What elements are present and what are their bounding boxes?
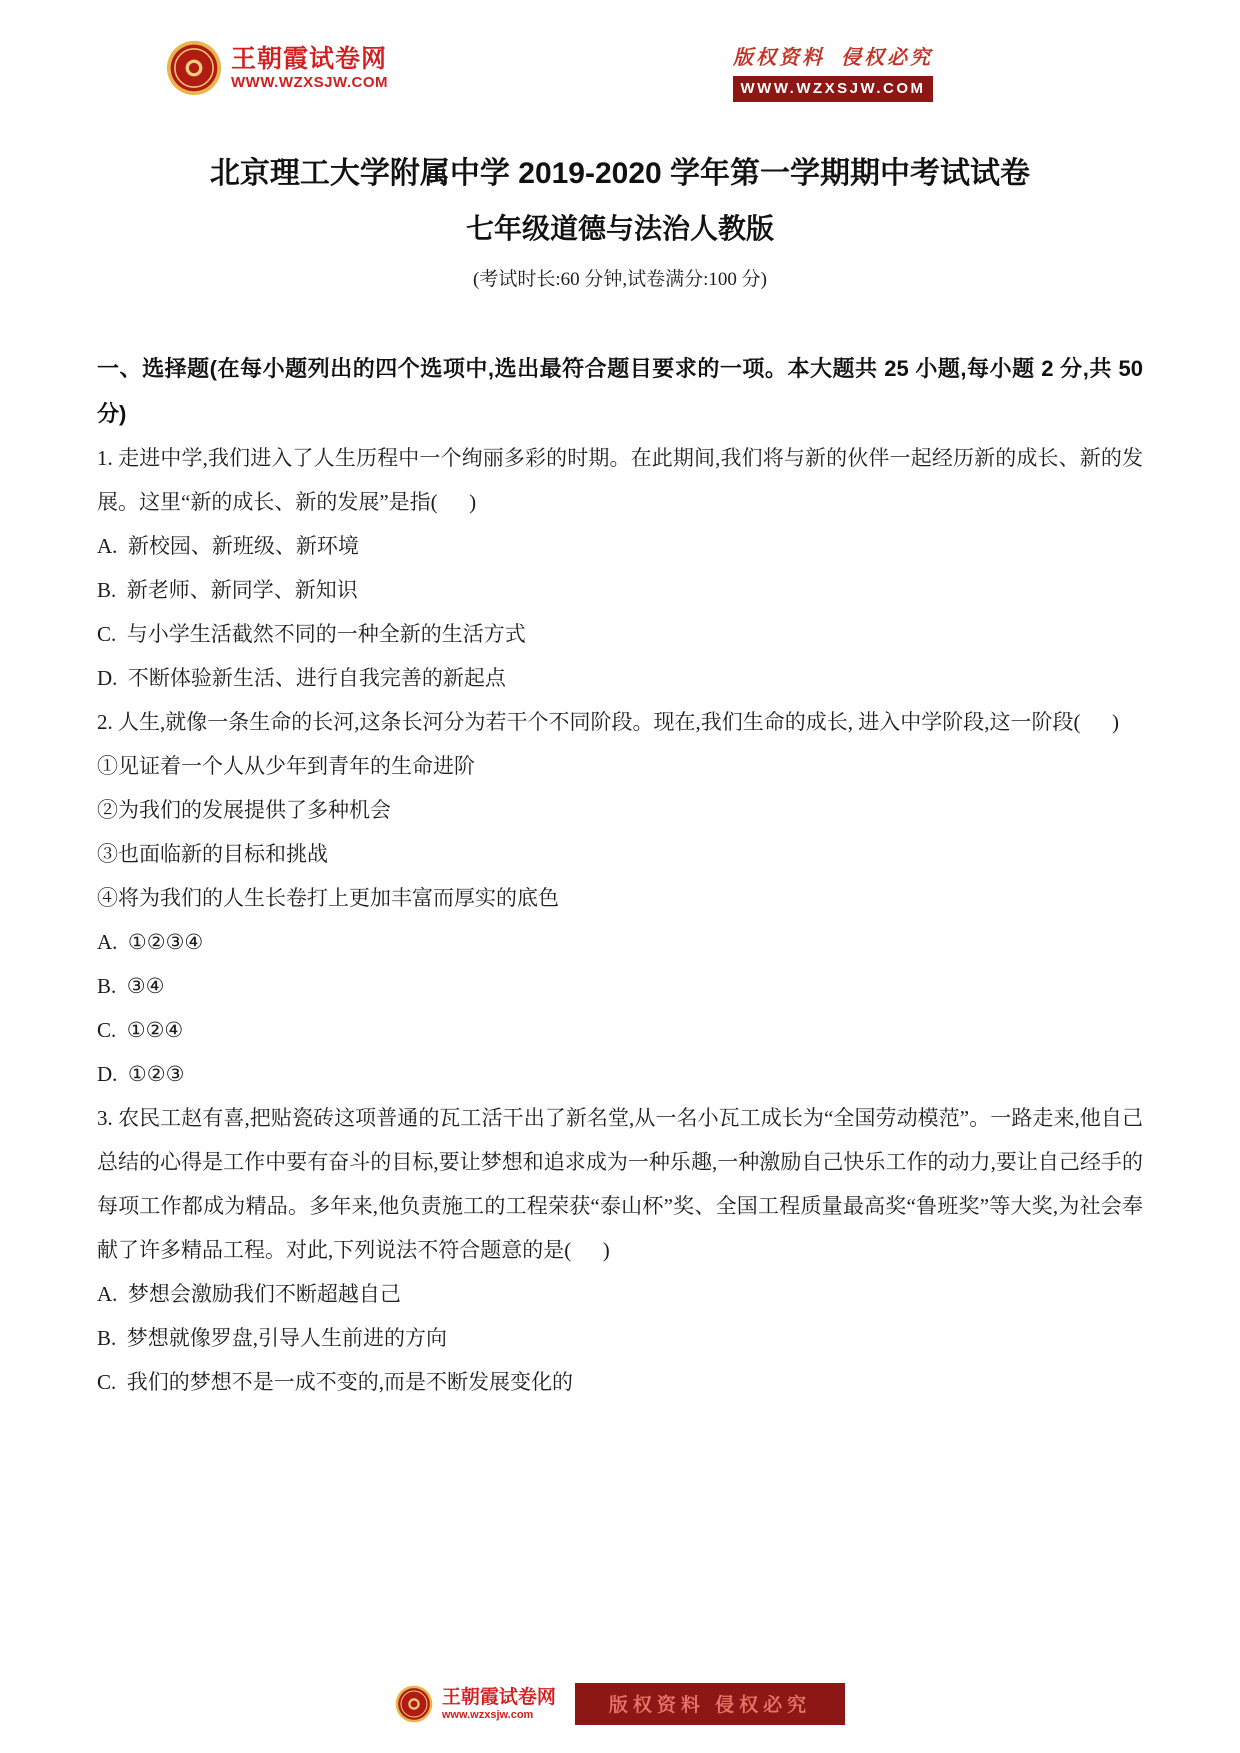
question-3-option-a: A. 梦想会激励我们不断超越自己 [97,1282,401,1306]
question-3-option-c: C. 我们的梦想不是一成不变的,而是不断发展变化的 [97,1370,574,1394]
footer-inner [395,1683,845,1725]
footer-brand-seal-icon [395,1685,433,1723]
question-2 [97,700,1143,1096]
page-title: 北京理工大学附属中学 2019-2020 学年第一学期期中考试试卷 [209,157,1031,190]
question-3 [97,1096,1143,1404]
question-1-option-d: D. 不断体验新生活、进行自我完善的新起点 [97,666,506,690]
footer-brand-text [442,1687,556,1722]
question-2-option-d: D. ①②③ [97,1062,185,1086]
question-1-option-c: C. 与小学生活截然不同的一种全新的生活方式 [97,622,526,646]
question-1-stem: 1. 走进中学,我们进入了人生历程中一个绚丽多彩的时期。在此期间,我们将与新的伙伴一起经历新的成长、新的发展。这里“新的成长、新的发展”是指( ) [97,446,1143,514]
question-2-option-c: C. ①②④ [97,1018,184,1042]
exam-body [97,156,1150,1404]
question-2-option-a: A. ①②③④ [97,930,204,954]
question-3-option-b: B. 梦想就像罗盘,引导人生前进的方向 [97,1326,448,1350]
question-2-item-4: ④将为我们的人生长卷打上更加丰富而厚实的底色 [97,886,559,910]
question-2-item-1: ①见证着一个人从少年到青年的生命进阶 [97,754,475,778]
page-subtitle: 七年级道德与法治人教版 [465,213,774,244]
question-2-item-2: ②为我们的发展提供了多种机会 [97,798,391,822]
footer-brand-name: 王朝霞试卷网 [441,1686,556,1708]
url-banner: WWW.WZXSJW.COM [733,76,933,102]
brand-text [231,44,388,92]
footer-copyright-slogan: 版权资料 侵权必究 [575,1683,845,1725]
section-heading: 一、选择题(在每小题列出的四个选项中,选出最符合题目要求的一项。本大题共 25 小题,每小题 2 分,共 50 分) [97,356,1150,426]
question-1-option-a: A. 新校园、新班级、新环境 [97,534,359,558]
page-header [0,0,1240,110]
page-footer [0,1683,1240,1725]
question-2-option-b: B. ③④ [97,974,165,998]
question-1-option-b: B. 新老师、新同学、新知识 [97,578,358,602]
question-2-item-3: ③也面临新的目标和挑战 [97,842,328,866]
brand-url: WWW.WZXSJW.COM [231,74,388,91]
question-2-stem: 2. 人生,就像一条生命的长河,这条长河分为若干个不同阶段。现在,我们生命的成长, 进入中学阶段,这一阶段( ) [97,710,1119,734]
question-1 [97,436,1143,700]
site-brand [166,40,388,96]
exam-info: (考试时长:60 分钟,试卷满分:100 分) [473,269,767,290]
header-right [733,46,933,102]
footer-brand-url: www.wzxsjw.com [441,1708,534,1721]
copyright-slogan: 版权资料 侵权必究 [733,47,933,69]
brand-name: 王朝霞试卷网 [231,45,388,73]
question-3-stem: 3. 农民工赵有喜,把贴瓷砖这项普通的瓦工活干出了新名堂,从一名小瓦工成长为“全国劳动模范”。一路走来,他自己总结的心得是工作中要有奋斗的目标,要让梦想和追求成为一种乐趣,一种激励自己快乐工作的动力,要让自己经手的每项工作都成为精品。多年来,他负责施工的工程荣获“泰山杯”奖、全国工程质量最高奖“鲁班奖”等大奖,为社会奉献了许多精品工程。对此,下列说法不符合题意的是( ) [97,1106,1143,1262]
brand-seal-icon [166,40,222,96]
